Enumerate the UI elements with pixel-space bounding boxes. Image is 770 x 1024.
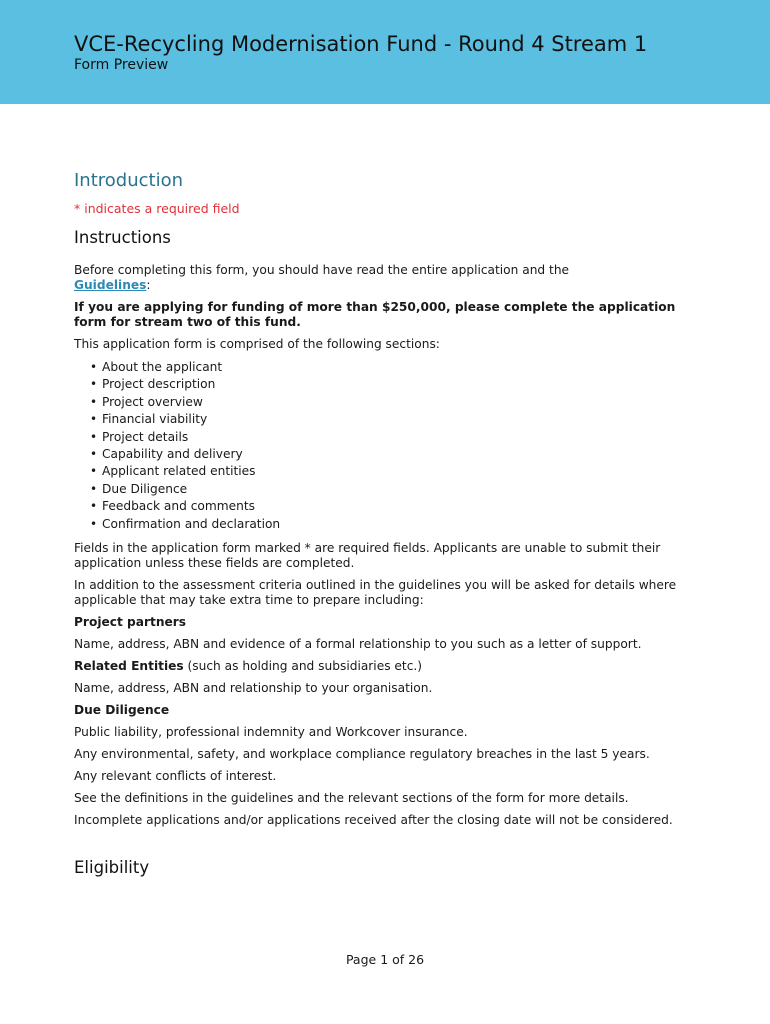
list-item: • Due Diligence [90, 481, 684, 498]
form-content [74, 170, 684, 877]
instructions-heading: Instructions [74, 228, 171, 247]
sections-list [74, 359, 684, 533]
list-item: • Financial viability [90, 411, 684, 428]
project-partners-text: Name, address, ABN and evidence of a formal relationship to you such as a letter of support. [74, 637, 642, 652]
list-item: • Capability and delivery [90, 446, 684, 463]
due-diligence-conflicts: Any relevant conflicts of interest. [74, 769, 277, 784]
eligibility-heading: Eligibility [74, 858, 150, 878]
definitions-note: See the definitions in the guidelines and the relevant sections of the form for more details. [74, 791, 629, 806]
due-diligence-insurance: Public liability, professional indemnity and Workcover insurance. [74, 725, 468, 740]
project-partners-label: Project partners [74, 615, 187, 630]
introduction-heading: Introduction [74, 170, 184, 191]
page-header [0, 0, 770, 104]
related-entities-suffix: (such as holding and subsidiaries etc.) [183, 659, 423, 674]
guidelines-paragraph [74, 263, 684, 293]
required-fields-note: Fields in the application form marked * are required fields. Applicants are unable to submit their application unless these fields are completed. [74, 541, 661, 571]
guidelines-link[interactable]: Guidelines [74, 278, 147, 292]
list-item: • Confirmation and declaration [90, 516, 684, 533]
related-entities-text: Name, address, ABN and relationship to your organisation. [74, 681, 433, 696]
incomplete-applications-note: Incomplete applications and/or applications received after the closing date will not be considered. [74, 813, 673, 828]
due-diligence-breaches: Any environmental, safety, and workplace compliance regulatory breaches in the last 5 years. [74, 747, 650, 762]
assessment-note: In addition to the assessment criteria outlined in the guidelines you will be asked for details where applicable that may take extra time to prepare including: [74, 578, 677, 608]
sections-intro: This application form is comprised of the following sections: [74, 337, 440, 351]
stream-two-notice: If you are applying for funding of more than $250,000, please complete the application form for stream two of this fund. [74, 300, 676, 329]
guidelines-colon: : [146, 278, 151, 292]
list-item: • Project overview [90, 394, 684, 411]
list-item: • Project details [90, 429, 684, 446]
form-title: VCE-Recycling Modernisation Fund - Round 4 Stream 1 [74, 32, 648, 56]
guidelines-paragraph-text: Before completing this form, you should have read the entire application and the [74, 263, 570, 277]
due-diligence-label: Due Diligence [74, 703, 170, 718]
list-item: • Feedback and comments [90, 498, 684, 515]
list-item: • About the applicant [90, 359, 684, 376]
related-entities-paragraph [74, 659, 684, 674]
page-number: Page 1 of 26 [345, 952, 425, 967]
required-field-note: * indicates a required field [74, 201, 240, 216]
related-entities-label: Related Entities [74, 659, 184, 674]
form-subtitle: Form Preview [74, 57, 169, 73]
list-item: • Applicant related entities [90, 463, 684, 480]
list-item: • Project description [90, 376, 684, 393]
